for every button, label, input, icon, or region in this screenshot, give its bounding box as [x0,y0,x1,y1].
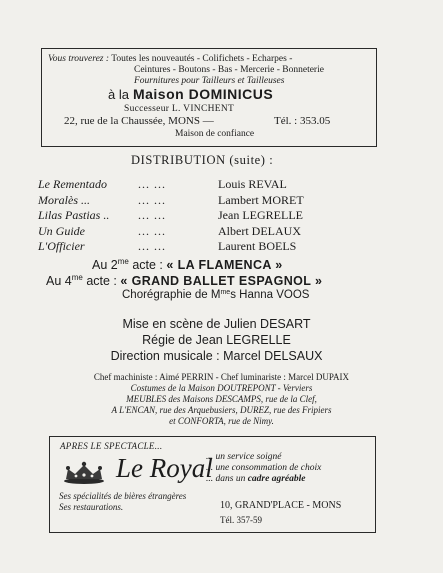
cast-role: Un Guide [38,223,85,238]
cast-actor: Albert DELAUX [218,223,301,238]
maison-tagline: Maison de confiance [175,129,255,139]
maison-a-la: à la [108,87,129,102]
ad-products-2: Ceintures - Boutons - Bas - Mercerie - Bonneterie [134,65,324,75]
ad-products-3: Fournitures pour Tailleurs et Tailleuses [134,76,285,86]
cast-role: Lilas Pastias .. [38,208,110,222]
cast-dots: ... ... [138,239,166,253]
le-royal-advertisement [49,436,376,533]
act-4-sup: me [71,273,83,282]
act-4-mid: acte : [82,274,121,288]
ad-intro: Vous trouverez : [48,54,110,64]
royal-header: APRES LE SPECTACLE... [60,441,163,451]
cast-row [38,208,398,224]
act-4-title: « GRAND BALLET ESPAGNOL » [120,274,323,288]
cast-role: Le Rementado [38,177,107,191]
maison-address-line [64,115,331,127]
cast-dots: ... ... [138,177,166,191]
royal-service-3-prefix: ... dans un [206,474,248,484]
cast-list [38,177,398,255]
maison-heading [108,86,273,104]
cast-dots: ... ... [138,208,166,222]
cast-actor: Jean LEGRELLE [218,208,303,222]
tech-line-1: Chef machiniste : Aimé PERRIN - Chef luminariste : Marcel DUPAIX [93,372,350,382]
choreo-prefix: Chorégraphie de M [122,289,221,301]
maison-name: Maison DOMINICUS [132,86,274,102]
royal-spec-2: Ses restaurations. [59,501,124,512]
staging-credit: Mise en scène de Julien DESART [122,317,311,331]
tech-line-2: Costumes de la Maison DOUTREPONT - Verviers [130,383,313,393]
royal-tel: Tél. 357-59 [220,515,262,525]
cast-actor: Louis REVAL [218,177,287,191]
music-direction-credit: Direction musicale : Marcel DELSAUX [110,349,323,363]
act-2-title: « LA FLAMENCA » [166,258,283,272]
cast-dots: ... ... [138,223,166,238]
act-2-sup: me [117,257,129,266]
stage-management-credit: Régie de Jean LEGRELLE [142,333,291,347]
royal-service-3-bold: cadre agréable [247,474,306,484]
royal-service-2: ... une consommation de choix [206,463,322,473]
cast-row [38,224,398,240]
act-4-prefix: Au 4 [46,274,72,288]
act-2-prefix: Au 2 [92,258,118,272]
choreo-name: s Hanna VOOS [230,289,310,301]
distribution-title: DISTRIBUTION (suite) : [131,153,274,167]
tech-line-5: et CONFORTA, rue de Nimy. [169,416,274,426]
royal-service-3 [206,474,321,485]
ad-products-1: Toutes les nouveautés - Colifichets - Echarpes - [111,54,293,64]
dominicus-advertisement [41,48,377,147]
cast-role: Moralès ... [38,192,90,207]
act-4-line [46,273,322,288]
cast-row [38,193,398,209]
act-2-line [92,257,283,272]
cast-actor: Lambert MORET [218,192,304,207]
cast-row [38,177,398,193]
ad-line-1 [48,54,292,65]
cast-row [38,239,398,255]
technical-credits [0,372,443,427]
royal-name: Le Royal [116,453,213,483]
maison-tel: Tél. : 353.05 [274,115,331,127]
successeur: Successeur L. VINCHENT [124,104,235,114]
choreography-credit [122,289,309,301]
royal-service-1: ... un service soigné [206,452,282,462]
royal-services [206,452,321,485]
cast-dots: ... ... [138,192,166,207]
choreo-sup: me [220,289,231,296]
production-credits [0,316,443,364]
cast-actor: Laurent BOELS [218,239,297,253]
cast-role: L'Officier [38,239,85,253]
tech-line-3: MEUBLES des Maisons DESCAMPS, rue de la Clef, [126,394,317,404]
tech-line-4: A L'ENCAN, rue des Arquebusiers, DUREZ, rue des Fripiers [111,405,332,415]
royal-spec-1: Ses spécialités de bières étrangères [59,491,187,501]
maison-address: 22, rue de la Chaussée, MONS — [64,115,214,127]
royal-address: 10, GRAND'PLACE - MONS [220,500,342,511]
crown-icon [62,461,106,485]
act-2-mid: acte : [128,258,167,272]
royal-specialties [59,491,186,512]
